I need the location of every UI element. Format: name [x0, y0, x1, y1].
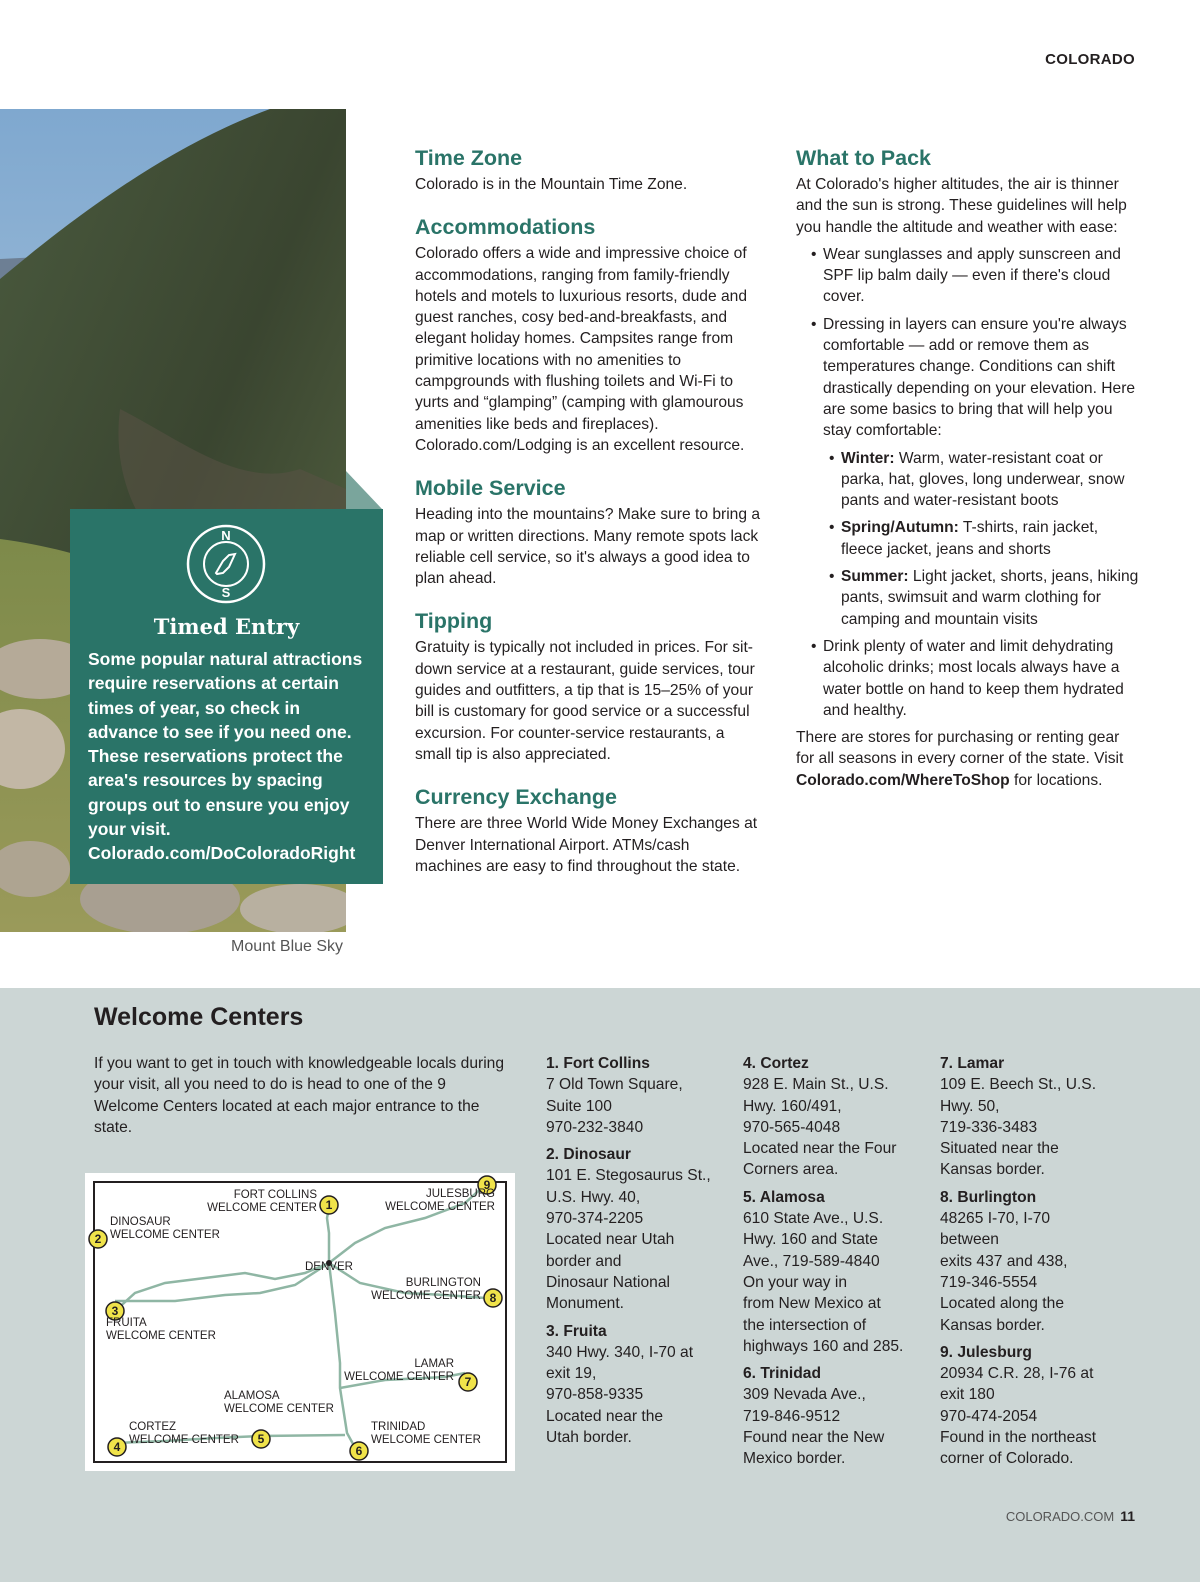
info-column-middle [415, 145, 760, 877]
center-entry [546, 1144, 731, 1314]
center-line: border and [546, 1252, 622, 1270]
center-line: U.S. Hwy. 40, [546, 1188, 641, 1206]
map-label-lamar-wc: WELCOME CENTER [344, 1371, 454, 1383]
center-entry [940, 1053, 1125, 1181]
center-line: 101 E. Stegosaurus St., [546, 1167, 711, 1185]
center-line: Kansas border. [940, 1161, 1045, 1179]
season-summer [829, 566, 1141, 630]
callout-corner-tab [346, 471, 382, 509]
center-line: 719-846-9512 [743, 1407, 841, 1425]
center-line: 970-565-4048 [743, 1118, 841, 1136]
center-line: Corners area. [743, 1161, 839, 1179]
center-line: Found near the New [743, 1429, 885, 1447]
center-line: the intersection of [743, 1316, 867, 1334]
season-spring [829, 517, 1141, 560]
center-line: 970-232-3840 [546, 1118, 644, 1136]
center-name: 4. Cortez [743, 1055, 809, 1072]
page-footer [1006, 1508, 1135, 1524]
center-line: On your way in [743, 1273, 848, 1291]
center-line: Kansas border. [940, 1316, 1045, 1334]
center-line: exits 437 and 438, [940, 1252, 1068, 1270]
map-label-fort-collins: FORT COLLINS [233, 1189, 317, 1201]
map-label-lamar: LAMAR [414, 1358, 454, 1370]
page-number: 11 [1120, 1508, 1135, 1524]
center-name: 5. Alamosa [743, 1188, 825, 1206]
center-line: 928 E. Main St., U.S. [743, 1076, 889, 1094]
welcome-centers-intro: If you want to get in touch with knowledgeable locals during your visit, all you need to do is head to one of the 9 Welcome Centers located at each major entrance to the state. [94, 1055, 505, 1136]
centers-column-3 [940, 1053, 1125, 1470]
center-line: Hwy. 50, [940, 1097, 1000, 1115]
center-line: between [940, 1231, 999, 1249]
tipping-text: Gratuity is typically not included in prices. For sit-down service at a restaurant, guide services, tour guides and outfitters, a tip that is 15–25% of your bill is customary for good service or a successful excursion. For counter-service restaurants, a small tip is also appreciated. [415, 639, 755, 763]
center-name: 8. Burlington [940, 1188, 1037, 1206]
centers-column-1 [546, 1053, 731, 1448]
map-marker-4: 4 [113, 1440, 121, 1454]
center-entry [546, 1321, 731, 1449]
welcome-centers-map [85, 1173, 515, 1471]
center-line: exit 19, [546, 1365, 597, 1383]
center-line: 610 State Ave., U.S. [743, 1210, 884, 1228]
map-label-fruita: FRUITA [106, 1317, 147, 1329]
center-line: 719-346-5554 [940, 1273, 1038, 1291]
center-line: Found in the northeast [940, 1429, 1097, 1447]
center-line: 7 Old Town Square, [546, 1076, 683, 1094]
center-entry [940, 1342, 1125, 1470]
centers-column-2 [743, 1053, 928, 1470]
accommodations-text: Colorado offers a wide and impressive choice of accommodations, ranging from family-friendly hotels and motels to luxurious resorts, dude and guest ranches, cosy bed-and-breakfasts, and elegant holiday homes. Campsites range from primitive locations with no amenities to campgrounds with flushing toilets and Wi-Fi to yurts and “glamping” (camping with glamourous amenities like beds and fireplaces). Colorado.com/Lodging is an excellent resource. [415, 245, 747, 454]
callout-body: Some popular natural attractions require reservations at certain times of year, so check in advance to see if you need one. These reservations protect the area's resources by spacing groups out to ensure you enjoy your visit. Colorado.com/DoColoradoRight [88, 649, 363, 864]
what-to-pack-intro: At Colorado's higher altitudes, the air is thinner and the sun is strong. These guidelines will help you handle the altitude and weather with ease: [796, 176, 1127, 236]
season-spring-label: Spring/Autumn: [841, 519, 959, 537]
mobile-service-text: Heading into the mountains? Make sure to bring a map or written directions. Many remote spots lack reliable cell service, so it's always a good idea to plan ahead. [415, 506, 761, 588]
map-marker-5: 5 [257, 1432, 265, 1446]
callout-title: Timed Entry [153, 614, 300, 639]
center-line: Situated near the [940, 1140, 1059, 1158]
center-line: Dinosaur National [546, 1273, 670, 1291]
center-entry [743, 1053, 928, 1181]
center-line: Located near the [546, 1407, 664, 1425]
season-list [829, 448, 1141, 630]
map-marker-8: 8 [489, 1291, 497, 1305]
pack-bullet-sun-text: Wear sunglasses and apply sunscreen and SPF lip balm daily — even if there's cloud cover. [823, 245, 1121, 306]
map-marker-3: 3 [111, 1304, 119, 1318]
center-line: 48265 I-70, I-70 [940, 1210, 1051, 1228]
center-line: 340 Hwy. 340, I-70 at [546, 1343, 694, 1361]
center-name: 3. Fruita [546, 1322, 607, 1340]
center-line: corner of Colorado. [940, 1450, 1074, 1468]
outro-pre: There are stores for purchasing or renting gear for all seasons in every corner of the state. Visit [796, 729, 1124, 768]
center-line: highways 160 and 285. [743, 1337, 904, 1355]
center-line: 719-336-3483 [940, 1118, 1038, 1136]
center-line: from New Mexico at [743, 1295, 881, 1313]
timed-entry-callout [70, 509, 383, 884]
photo-caption: Mount Blue Sky [231, 938, 344, 955]
map-label-trinidad-wc: WELCOME CENTER [371, 1434, 481, 1446]
center-entry [743, 1187, 928, 1357]
center-name: 7. Lamar [940, 1055, 1005, 1072]
map-label-alamosa-wc: WELCOME CENTER [224, 1403, 334, 1415]
center-entry [743, 1363, 928, 1469]
time-zone-text: Colorado is in the Mountain Time Zone. [415, 176, 688, 193]
page-header-state: COLORADO [1045, 51, 1135, 68]
season-winter-label: Winter: [841, 449, 895, 467]
center-line: 970-474-2054 [940, 1407, 1038, 1425]
map-label-fort-collins-wc: WELCOME CENTER [207, 1202, 317, 1214]
pack-bullet-water [811, 636, 1141, 721]
map-marker-6: 6 [355, 1444, 363, 1458]
outro-post: for locations. [1009, 771, 1103, 789]
map-marker-7: 7 [464, 1375, 472, 1389]
center-line: Suite 100 [546, 1097, 612, 1115]
center-name: 6. Trinidad [743, 1365, 821, 1383]
time-zone-heading: Time Zone [415, 146, 523, 170]
footer-site: COLORADO.COM [1005, 1509, 1115, 1524]
pack-bullet-layers [811, 314, 1141, 630]
center-line: 20934 C.R. 28, I-76 at [940, 1365, 1094, 1383]
what-to-pack-heading: What to Pack [796, 146, 931, 170]
welcome-centers-title: Welcome Centers [94, 1003, 304, 1031]
map-label-cortez: CORTEZ [129, 1421, 177, 1433]
currency-exchange-text: There are three World Wide Money Exchanges at Denver International Airport. ATMs/cash machines are easy to find throughout the state. [415, 815, 758, 875]
where-to-shop-link[interactable]: Colorado.com/WhereToShop [796, 771, 1010, 789]
map-label-denver: DENVER [305, 1261, 353, 1273]
season-spring-text: T-shirts, rain jacket, fleece jacket, jeans and shorts [841, 519, 1099, 558]
map-label-alamosa: ALAMOSA [224, 1390, 280, 1402]
center-line: Monument. [546, 1295, 625, 1313]
center-line: 970-374-2205 [546, 1210, 644, 1228]
map-label-burlington: BURLINGTON [405, 1277, 481, 1289]
center-line: 309 Nevada Ave., [743, 1386, 866, 1404]
center-line: Hwy. 160/491, [743, 1097, 842, 1115]
map-marker-2: 2 [94, 1232, 102, 1246]
center-line: Hwy. 160 and State [743, 1231, 878, 1249]
center-line: 970-858-9335 [546, 1386, 644, 1404]
season-winter [829, 448, 1141, 512]
season-summer-text: Light jacket, shorts, jeans, hiking pants, swimsuit and warm clothing for camping and mountain visits [841, 568, 1139, 628]
center-line: Utah border. [546, 1429, 632, 1447]
map-label-cortez-wc: WELCOME CENTER [129, 1434, 239, 1446]
map-label-julesburg: JULESBURG [425, 1188, 495, 1200]
tipping-heading: Tipping [415, 609, 493, 634]
center-line: Located along the [940, 1295, 1064, 1313]
center-line: 109 E. Beech St., U.S. [940, 1076, 1097, 1094]
center-entry [546, 1053, 731, 1138]
season-winter-text: Warm, water-resistant coat or parka, hat, gloves, long underwear, snow pants and water-resistant boots [841, 449, 1125, 510]
currency-exchange-heading: Currency Exchange [415, 785, 617, 810]
map-label-julesburg-wc: WELCOME CENTER [385, 1201, 495, 1213]
mobile-service-heading: Mobile Service [415, 476, 566, 501]
map-marker-9: 9 [483, 1178, 491, 1192]
pack-bullet-layers-text: Dressing in layers can ensure you're always comfortable — add or remove them as temperatures change. Conditions can shift drastically depending on your elevation. Here are some basics to bring that will help you stay comfortable: [823, 315, 1136, 440]
compass-icon [185, 523, 267, 605]
map-label-dinosaur: DINOSAUR [110, 1216, 171, 1228]
map-label-trinidad: TRINIDAD [371, 1421, 426, 1433]
map-label-fruita-wc: WELCOME CENTER [106, 1330, 216, 1342]
pack-bullet-sun [811, 244, 1141, 308]
what-to-pack-outro [796, 727, 1141, 791]
map-label-burlington-wc: WELCOME CENTER [371, 1290, 481, 1302]
season-summer-label: Summer: [841, 568, 909, 586]
accommodations-heading: Accommodations [415, 215, 596, 240]
map-label-dinosaur-wc: WELCOME CENTER [110, 1229, 220, 1241]
center-line: exit 180 [940, 1386, 995, 1404]
center-line: Ave., 719-589-4840 [743, 1252, 880, 1270]
center-name: 9. Julesburg [940, 1343, 1032, 1361]
info-column-right [796, 145, 1141, 791]
center-line: Mexico border. [743, 1450, 846, 1468]
pack-list [811, 244, 1141, 721]
center-line: Located near the Four [743, 1140, 897, 1158]
center-name: 1. Fort Collins [546, 1055, 650, 1072]
compass-south-label: S [221, 585, 231, 600]
center-line: Located near Utah [546, 1231, 675, 1249]
center-name: 2. Dinosaur [546, 1146, 631, 1164]
center-entry [940, 1187, 1125, 1336]
compass-north-label: N [221, 528, 231, 543]
pack-bullet-water-text: Drink plenty of water and limit dehydrating alcoholic drinks; most locals always have a water bottle on hand to keep them hydrated and healthy. [823, 637, 1124, 719]
map-marker-1: 1 [325, 1198, 333, 1212]
